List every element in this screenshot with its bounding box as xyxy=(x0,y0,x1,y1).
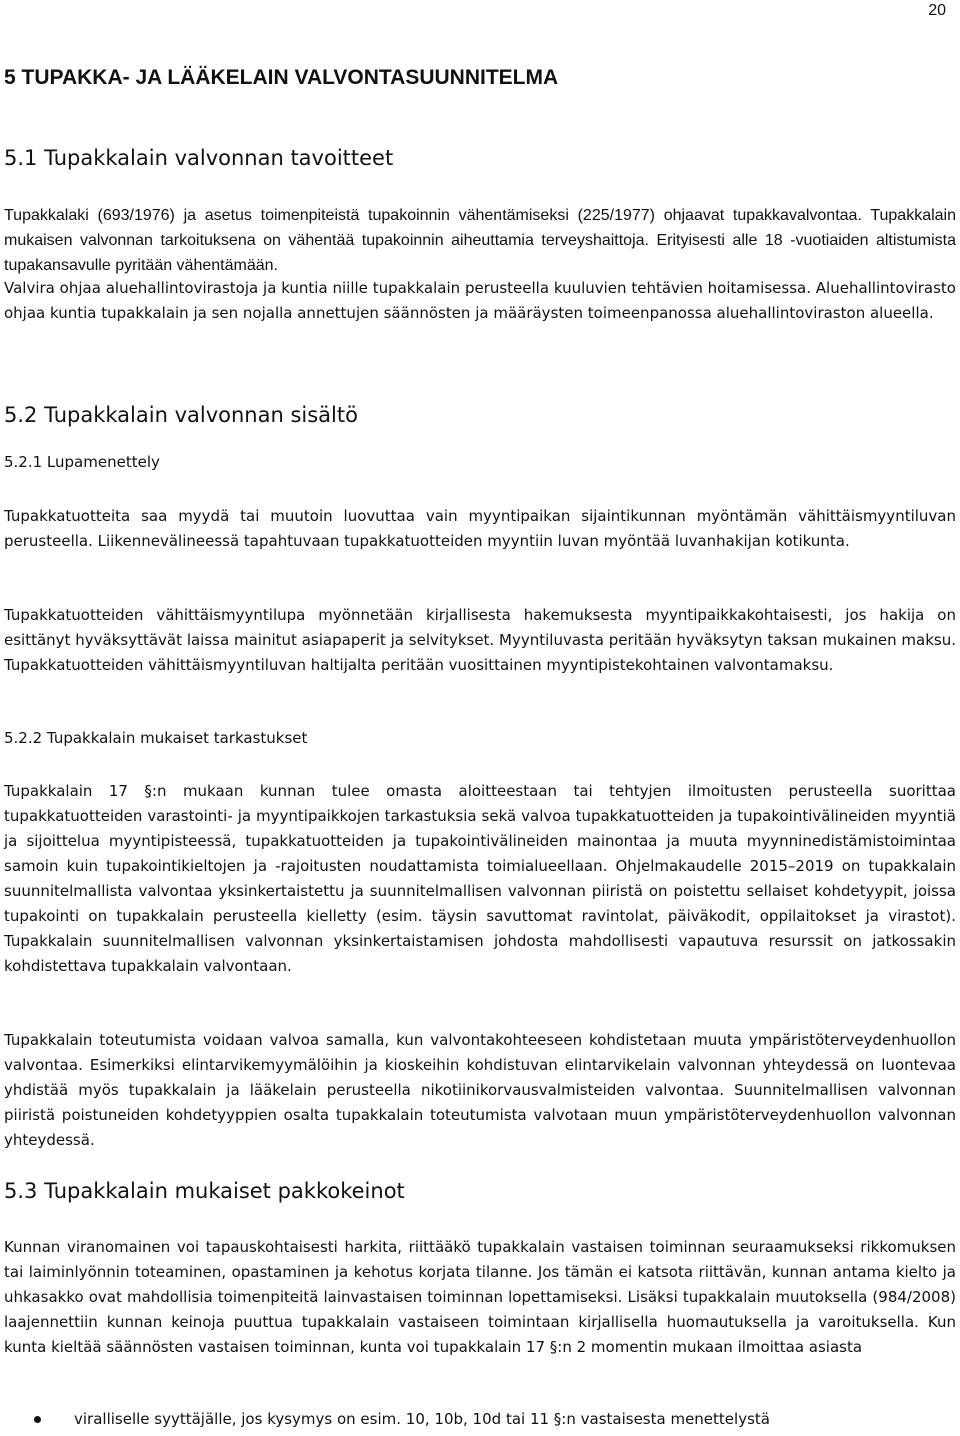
section-5-2-1-paragraph-1: Tupakkatuotteita saa myydä tai muutoin luovuttaa vain myyntipaikan sijaintikunnan myöntämän vähittäismyyntiluvan perusteella. Liikennevälineessä tapahtuvaan tupakkatuotteiden myyntiin luvan myöntää luvanhakijan kotikunta. xyxy=(4,507,956,550)
list-item-text: viralliselle syyttäjälle, jos kysymys on esim. 10, 10b, 10d tai 11 §:n vastaisesta menettelystä xyxy=(74,1410,770,1428)
section-5-2-2-heading: 5.2.2 Tupakkalain mukaiset tarkastukset xyxy=(4,729,308,747)
bullet-icon xyxy=(34,1416,41,1423)
section-5-2-2-paragraph-1: Tupakkalain 17 §:n mukaan kunnan tulee omasta aloitteestaan tai tehtyjen ilmoitusten perusteella suorittaa tupakkatuotteiden varastointi- ja myyntipaikkojen tarkastuksia sekä valvoa tupakkatuotteiden ja tupakointivälineiden myyntiä ja sijoittelua myyntipisteessä, tupakkatuotteiden ja tupakointivälineiden mainontaa ja muuta myynninedistämistoimintaa samoin kuin tupakointikieltojen ja -rajoitusten noudattamista toimialueellaan. Ohjelmakaudelle 2015–2019 on tupakkalain suunnitelmallista valvontaa yksinkertaistettu ja suunnitelmallisen valvonnan piiristä on poistettu sellaiset kohdetyypit, joissa tupakointi on tupakkalain perusteella kielletty (esim. täysin savuttomat ravintolat, päiväkodit, oppilaitokset ja virastot). Tupakkalain suunnitelmallisen valvonnan yksinkertaistamisen johdosta mahdollisesti vapautuva resurssit on jatkossakin kohdistettava tupakkalain valvontaan. xyxy=(4,782,956,975)
page-number: 20 xyxy=(928,2,946,19)
section-5-3-heading: 5.3 Tupakkalain mukaiset pakkokeinot xyxy=(4,1179,405,1203)
section-5-2-2-paragraph-2: Tupakkalain toteutumista voidaan valvoa samalla, kun valvontakohteeseen kohdistetaan muuta ympäristöterveydenhuollon valvontaa. Esimerkiksi elintarvikemyymälöihin ja kioskeihin kohdistuvan elintarvikelain valvonnan yhteydessä on luontevaa yhdistää myös tupakkalain ja lääkelain perusteella nikotiinikorvausvalmisteiden valvontaa. Suunnitelmallisen valvonnan piiristä poistuneiden kohdetyyppien osalta tupakkalain toteutumista valvotaan muun ympäristöterveydenhuollon valvonnan yhteydessä. xyxy=(4,1031,956,1149)
section-5-1-paragraph-1: Tupakkalaki (693/1976) ja asetus toimenpiteistä tupakoinnin vähentämiseksi (225/1977) ohjaavat tupakkavalvontaa. Tupakkalain mukaisen valvonnan tarkoituksena on vähentää tupakoinnin aiheuttamia terveyshaittoja. Erityisesti alle 18 -vuotiaiden altistumista tupakansavulle pyritään vähentämään. xyxy=(4,207,956,274)
section-5-1-paragraph-2: Valvira ohjaa aluehallintovirastoja ja kuntia niille tupakkalain perusteella kuuluvien tehtävien hoitamisessa. Aluehallintovirasto ohjaa kuntia tupakkalain ja sen nojalla annettujen säännösten ja määräysten toimeenpanossa aluehallintoviraston alueella. xyxy=(4,279,956,322)
section-5-1-heading: 5.1 Tupakkalain valvonnan tavoitteet xyxy=(4,146,394,170)
section-5-2-heading: 5.2 Tupakkalain valvonnan sisältö xyxy=(4,403,358,427)
section-5-2-1-heading: 5.2.1 Lupamenettely xyxy=(4,453,160,471)
chapter-title: 5 TUPAKKA- JA LÄÄKELAIN VALVONTASUUNNITELMA xyxy=(4,66,559,89)
list-item xyxy=(4,1407,956,1432)
section-5-3-bullet-list xyxy=(4,1407,956,1432)
section-5-3-paragraph-1: Kunnan viranomainen voi tapauskohtaisesti harkita, riittääkö tupakkalain vastaisen toiminnan seuraamukseksi rikkomuksen tai laiminlyönnin toteaminen, opastaminen ja kehotus korjata tilanne. Jos tämän ei katsota riittävän, kunnan antama kielto ja uhkasakko ovat mahdollisia toimenpiteitä lainvastaisen toiminnan lopettamiseksi. Lisäksi tupakkalain muutoksella (984/2008) laajennettiin kunnan keinoja puuttua tupakkalain vastaiseen toimintaan kirjallisella huomautuksella ja varoituksella. Kun kunta kieltää säännösten vastaisen toiminnan, kunta voi tupakkalain 17 §:n 2 momentin mukaan ilmoittaa asiasta xyxy=(4,1238,956,1356)
section-5-2-1-paragraph-2: Tupakkatuotteiden vähittäismyyntilupa myönnetään kirjallisesta hakemuksesta myyntipaikkakohtaisesti, jos hakija on esittänyt hyväksyttävät laissa mainitut asiapaperit ja selvitykset. Myyntiluvasta peritään hyväksytyn taksan mukainen maksu. Tupakkatuotteiden vähittäismyyntiluvan haltijalta peritään vuosittainen myyntipistekohtainen valvontamaksu. xyxy=(4,606,956,674)
